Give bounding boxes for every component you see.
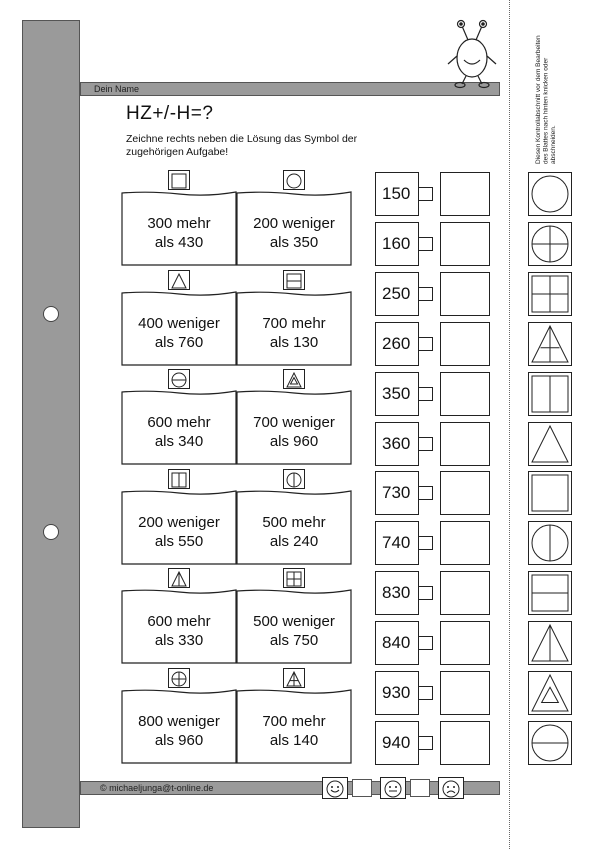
name-bar <box>80 82 500 96</box>
task-line-1: 500 mehr <box>262 513 326 531</box>
task-line-2: als 760 <box>154 333 204 351</box>
task-card <box>236 190 352 266</box>
answer-connector <box>419 237 433 251</box>
task-line-1: 700 mehr <box>262 713 326 730</box>
answer-number: 930 <box>375 671 419 715</box>
task-line-2: als 240 <box>269 532 319 550</box>
control-symbol-box <box>528 721 572 765</box>
square-icon <box>171 173 187 189</box>
cut-line <box>509 0 510 849</box>
answer-number: 250 <box>375 272 419 316</box>
monster-mascot-icon <box>440 18 510 90</box>
task-line-1: 500 weniger <box>253 613 335 631</box>
circle-vertical-split-icon <box>531 524 569 562</box>
task-line-1: 800 weniger <box>138 713 220 730</box>
answer-connector <box>419 586 433 600</box>
answer-symbol-box[interactable] <box>440 471 490 515</box>
task-card <box>121 688 237 764</box>
answer-symbol-box[interactable] <box>440 172 490 216</box>
task-symbol-tag <box>283 270 305 290</box>
rating-box[interactable] <box>438 777 464 799</box>
triangle-icon <box>531 425 569 463</box>
task-line-1: 200 weniger <box>253 215 335 232</box>
task-symbol-tag <box>283 568 305 588</box>
task-symbol-tag <box>283 469 305 489</box>
fold-instruction: Diesen Kontrollabschnitt vor dem Bearbeiten des Blattes nach hinten knicken oder abschneiden. <box>535 35 557 164</box>
binder-strip <box>22 20 80 828</box>
square-horizontal-split-icon <box>286 273 302 289</box>
task-line-2: als 430 <box>154 234 204 251</box>
control-symbol-box <box>528 172 572 216</box>
task-line-2: als 330 <box>154 632 204 650</box>
task-card <box>121 389 237 465</box>
triangle-icon <box>171 273 187 289</box>
answer-symbol-box[interactable] <box>440 571 490 615</box>
triangle-vertical-split-icon <box>531 624 569 662</box>
task-line-2: als 340 <box>154 433 204 451</box>
answer-connector <box>419 187 433 201</box>
square-horizontal-split-icon <box>531 574 569 612</box>
task-card <box>121 489 237 565</box>
circle-vertical-split-icon <box>286 472 302 488</box>
instruction-text: Zeichne rechts neben die Lösung das Symbol der zugehörigen Aufgabe! <box>126 133 358 158</box>
answer-connector <box>419 686 433 700</box>
punch-hole <box>43 306 59 322</box>
task-symbol-tag <box>168 170 190 190</box>
task-card <box>121 588 237 664</box>
name-label: Dein Name <box>94 84 140 94</box>
answer-symbol-box[interactable] <box>440 521 490 565</box>
control-symbol-box <box>528 671 572 715</box>
task-line-1: 700 weniger <box>253 414 335 432</box>
control-symbol-box <box>528 272 572 316</box>
circle-horizontal-split-icon <box>531 724 569 762</box>
triangle-cross-icon <box>286 671 302 687</box>
control-symbol-box <box>528 372 572 416</box>
task-line-2: als 960 <box>154 732 204 749</box>
answer-number: 840 <box>375 621 419 665</box>
task-symbol-tag <box>283 369 305 389</box>
control-symbol-box <box>528 621 572 665</box>
task-line-2: als 750 <box>269 632 319 650</box>
task-line-1: 600 mehr <box>147 414 211 432</box>
page-title: HZ+/-H=? <box>126 103 214 124</box>
punch-hole <box>43 524 59 540</box>
answer-symbol-box[interactable] <box>440 621 490 665</box>
copyright-text: © michaeljunga@t-online.de <box>100 783 214 793</box>
task-symbol-tag <box>168 568 190 588</box>
square-cross-icon <box>286 571 302 587</box>
task-line-1: 700 mehr <box>262 314 326 332</box>
task-symbol-tag <box>283 668 305 688</box>
rating-box[interactable] <box>322 777 348 799</box>
rating-divider <box>410 779 430 797</box>
answer-number: 940 <box>375 721 419 765</box>
task-symbol-tag <box>168 270 190 290</box>
control-symbol-box <box>528 322 572 366</box>
triangle-inner-triangle-icon <box>286 372 302 388</box>
sad-face-icon <box>441 779 461 799</box>
rating-divider <box>352 779 372 797</box>
answer-symbol-box[interactable] <box>440 322 490 366</box>
triangle-vertical-split-icon <box>171 571 187 587</box>
task-line-2: als 350 <box>269 234 319 251</box>
circle-cross-icon <box>171 671 187 687</box>
task-line-1: 200 weniger <box>138 513 220 531</box>
answer-connector <box>419 287 433 301</box>
answer-symbol-box[interactable] <box>440 272 490 316</box>
control-symbol-box <box>528 471 572 515</box>
task-card <box>236 588 352 664</box>
task-line-2: als 550 <box>154 532 204 550</box>
task-card <box>121 190 237 266</box>
square-vertical-split-icon <box>171 472 187 488</box>
answer-connector <box>419 636 433 650</box>
circle-horizontal-split-icon <box>171 372 187 388</box>
answer-symbol-box[interactable] <box>440 372 490 416</box>
answer-number: 360 <box>375 422 419 466</box>
answer-number: 830 <box>375 571 419 615</box>
task-line-2: als 140 <box>269 732 319 749</box>
answer-connector <box>419 437 433 451</box>
answer-connector <box>419 387 433 401</box>
task-symbol-tag <box>168 668 190 688</box>
answer-number: 260 <box>375 322 419 366</box>
circle-icon <box>286 173 302 189</box>
answer-symbol-box[interactable] <box>440 671 490 715</box>
square-cross-icon <box>531 275 569 313</box>
triangle-inner-triangle-icon <box>531 674 569 712</box>
task-card <box>236 290 352 366</box>
answer-number: 730 <box>375 471 419 515</box>
task-card <box>236 489 352 565</box>
triangle-cross-icon <box>531 325 569 363</box>
task-symbol-tag <box>283 170 305 190</box>
answer-connector <box>419 486 433 500</box>
answer-symbol-box[interactable] <box>440 422 490 466</box>
task-line-1: 600 mehr <box>147 613 211 631</box>
answer-number: 160 <box>375 222 419 266</box>
circle-cross-icon <box>531 225 569 263</box>
answer-number: 740 <box>375 521 419 565</box>
happy-face-icon <box>325 779 345 799</box>
square-icon <box>531 474 569 512</box>
control-symbol-box <box>528 571 572 615</box>
control-symbol-box <box>528 422 572 466</box>
task-symbol-tag <box>168 369 190 389</box>
answer-connector <box>419 736 433 750</box>
answer-number: 150 <box>375 172 419 216</box>
task-line-1: 300 mehr <box>147 215 211 232</box>
control-symbol-box <box>528 521 572 565</box>
answer-number: 350 <box>375 372 419 416</box>
task-line-2: als 960 <box>269 433 319 451</box>
answer-connector <box>419 337 433 351</box>
rating-box[interactable] <box>380 777 406 799</box>
task-card <box>236 688 352 764</box>
task-card <box>121 290 237 366</box>
answer-connector <box>419 536 433 550</box>
answer-symbol-box[interactable] <box>440 222 490 266</box>
task-card <box>236 389 352 465</box>
square-vertical-split-icon <box>531 375 569 413</box>
circle-icon <box>531 175 569 213</box>
answer-symbol-box[interactable] <box>440 721 490 765</box>
control-symbol-box <box>528 222 572 266</box>
task-line-1: 400 weniger <box>138 314 220 332</box>
task-symbol-tag <box>168 469 190 489</box>
neutral-face-icon <box>383 779 403 799</box>
task-line-2: als 130 <box>269 333 319 351</box>
